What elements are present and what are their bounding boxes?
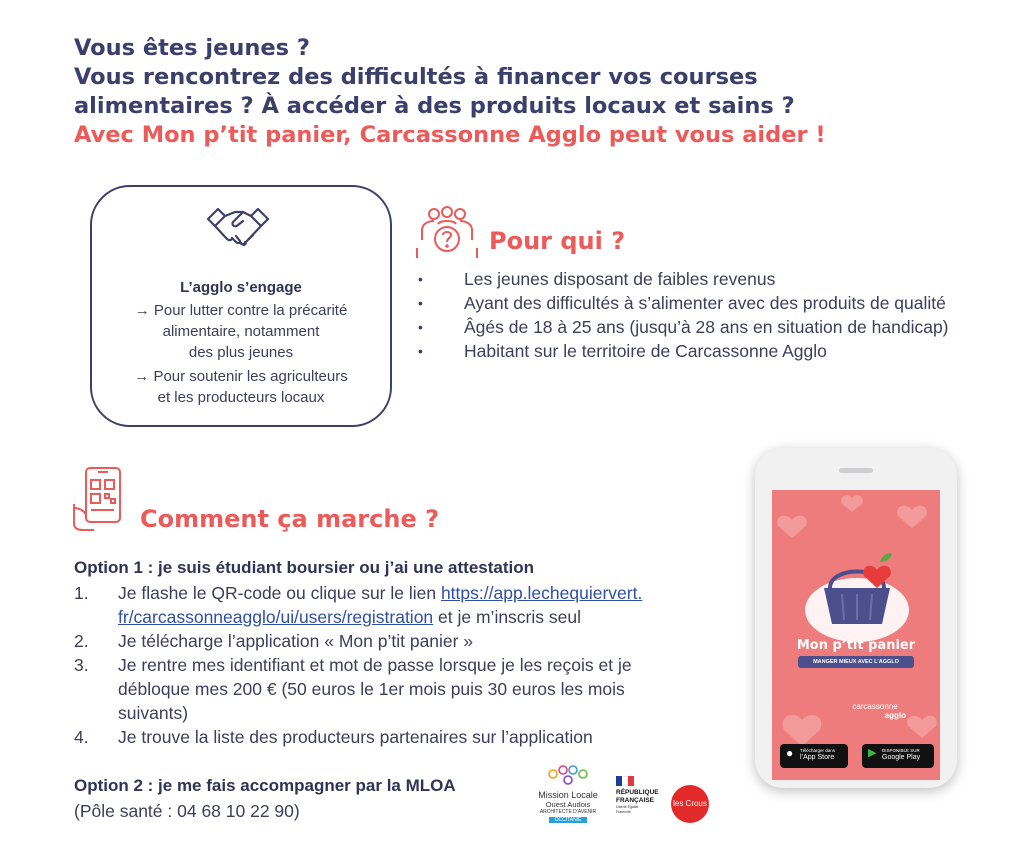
pour-qui-list (418, 267, 958, 363)
step-text: Je flashe le QR-code ou clique sur le lien (118, 583, 441, 603)
google-play-button[interactable] (862, 744, 934, 768)
app-tagline: MANGER MIEUX AVEC L’AGGLO (798, 656, 914, 668)
mission-locale-icon (543, 764, 593, 786)
step-item (74, 629, 744, 653)
mission-locale-logo (528, 764, 608, 830)
step-number: 2. (74, 631, 89, 651)
step-text-after: et je m’inscris seul (433, 607, 581, 627)
step-number: 4. (74, 727, 89, 747)
headline (74, 34, 974, 150)
engage-box (90, 185, 392, 427)
brand-text: carcassonne (852, 702, 898, 711)
brand-text: agglo (884, 711, 906, 720)
step-item (74, 725, 744, 749)
store-small-text: DISPONIBLE SUR (882, 748, 920, 753)
list-item: • Âgés de 18 à 25 ans (jusqu’à 28 ans en situation de handicap) (418, 315, 958, 339)
step-text: Je télécharge l’application « Mon p’tit panier » (118, 631, 474, 651)
engage-line: des plus jeunes (188, 344, 294, 361)
engage-title: L’agglo s’engage (180, 279, 302, 296)
steps-wrapper (74, 581, 744, 749)
apple-icon: ● (786, 746, 794, 760)
carcassonne-brand (830, 702, 920, 720)
store-text: l’App Store (800, 754, 835, 761)
step-text: Je rentre mes identifiant et mot de passe lorsque je les reçois et je débloque mes 200 € (50 euros le 1er mois puis 30 euros les mois suivants) (118, 655, 632, 723)
steps-list (74, 581, 744, 749)
engage-line: et les producteurs locaux (157, 389, 325, 406)
app-screen (772, 490, 940, 780)
play-icon: ▶ (868, 747, 877, 759)
basket-heart-icon (802, 548, 912, 644)
phone-qr-icon (70, 464, 136, 532)
mission-locale-text: Ouest Audois (545, 800, 591, 809)
headline-line-1: Vous êtes jeunes ? (74, 35, 310, 61)
pour-qui-title: Pour qui ? (489, 227, 626, 255)
option1-title: Option 1 : je suis étudiant boursier ou j’ai une attestation (74, 558, 534, 577)
engage-line: → Pour lutter contre la précarité (134, 302, 348, 319)
phone-speaker (839, 468, 873, 473)
app-name: Mon p’tit panier (796, 638, 916, 653)
store-small-text: Télécharger dans (800, 748, 836, 753)
headline-line-4: Avec Mon p’tit panier, Carcassonne Agglo peut vous aider ! (74, 122, 826, 148)
step-text: Je trouve la liste des producteurs partenaires sur l’application (118, 727, 593, 747)
list-item: • Ayant des difficultés à s’alimenter avec des produits de qualité (418, 291, 958, 315)
republique-logo (616, 776, 672, 815)
french-flag-icon (616, 776, 634, 786)
headline-line-2: Vous rencontrez des difficultés à financer vos courses (74, 64, 758, 90)
comment-title: Comment ça marche ? (140, 505, 439, 533)
engage-line: alimentaire, notamment (162, 323, 320, 340)
mission-locale-text: Mission Locale (538, 790, 598, 800)
headline-line-3: alimentaires ? À accéder à des produits locaux et sains ? (74, 93, 795, 119)
option2-title: Option 2 : je me fais accompagner par la MLOA (74, 776, 456, 795)
step-item (74, 653, 744, 725)
step-number: 3. (74, 655, 89, 675)
store-text: Google Play (882, 754, 921, 761)
handshake-icon (205, 203, 271, 257)
step-item (74, 581, 744, 629)
engage-line: → Pour soutenir les agriculteurs (134, 368, 348, 385)
mission-locale-region: OCCITANIE (549, 817, 587, 823)
phone-mockup (755, 448, 957, 788)
app-store-button[interactable] (780, 744, 848, 768)
republique-text: RÉPUBLIQUE (616, 789, 659, 796)
crous-logo: les Crous (671, 785, 709, 823)
list-item: • Habitant sur le territoire de Carcassonne Agglo (418, 339, 958, 363)
option2-contact: (Pôle santé : 04 68 10 22 90) (74, 801, 300, 821)
list-item: • Les jeunes disposant de faibles revenus (418, 267, 958, 291)
pour-qui-list-wrapper (418, 267, 958, 363)
step-number: 1. (74, 583, 89, 603)
people-question-icon (414, 204, 480, 260)
republique-motto: Liberté Égalité Fraternité (616, 805, 639, 814)
republique-text: FRANÇAISE (616, 797, 654, 804)
mission-locale-text: ARCHITECTE D’AVENIR (539, 809, 597, 815)
registration-link[interactable]: https://app.lechequiervert. fr/carcassonneagglo/ui/users/registration (118, 583, 643, 627)
